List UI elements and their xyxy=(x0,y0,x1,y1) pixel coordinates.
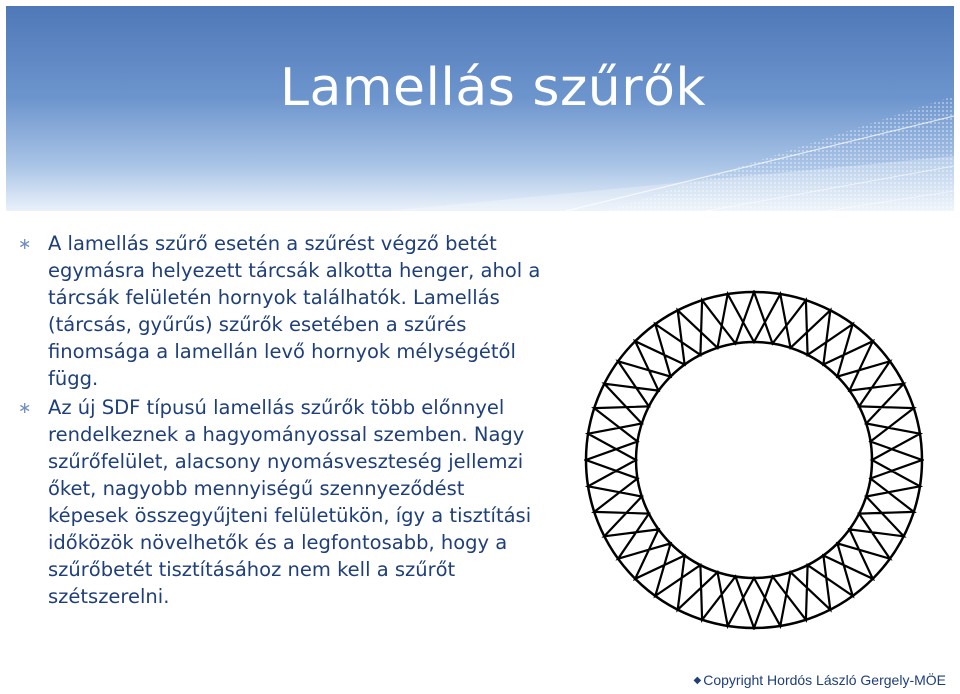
bullet-item xyxy=(18,394,548,610)
title-banner xyxy=(6,6,954,211)
asterisk-bullet-icon: ∗ xyxy=(18,234,32,253)
copyright-footer xyxy=(694,672,946,688)
slide-title: Lamellás szűrők xyxy=(280,58,707,118)
lamella-ring-icon xyxy=(584,290,924,630)
bullet-text: A lamellás szűrő esetén a szűrést végző betét egymásra helyezett tárcsák alkotta henger, ahol a tárcsák felületén hornyok találhatók. Lamellás (tárcsás, gyűrűs) szűrők esetében a szűrés finomsága a lamellán levő hornyok mélységétől függ. xyxy=(48,232,541,390)
copyright-text: Copyright Hordós László Gergely-MÖE xyxy=(703,672,946,688)
ring-lamella-grooves xyxy=(586,292,922,628)
bullet-item xyxy=(18,230,548,392)
bullet-text: Az új SDF típusú lamellás szűrők több előnnyel rendelkeznek a hagyományossal szemben. Nagy szűrőfelület, alacsony nyomásveszteség jellemzi őket, nagyobb mennyiségű szennyeződést képesek összegyűjteni felületükön, így a tisztítási időközök növelhetők és a legfontosabb, hogy a szűrőbetét tisztításához nem kell a szűrőt szétszerelni. xyxy=(48,396,532,608)
diamond-icon: ◆ xyxy=(693,675,702,686)
bullet-list xyxy=(18,230,548,612)
asterisk-bullet-icon: ∗ xyxy=(18,398,32,417)
